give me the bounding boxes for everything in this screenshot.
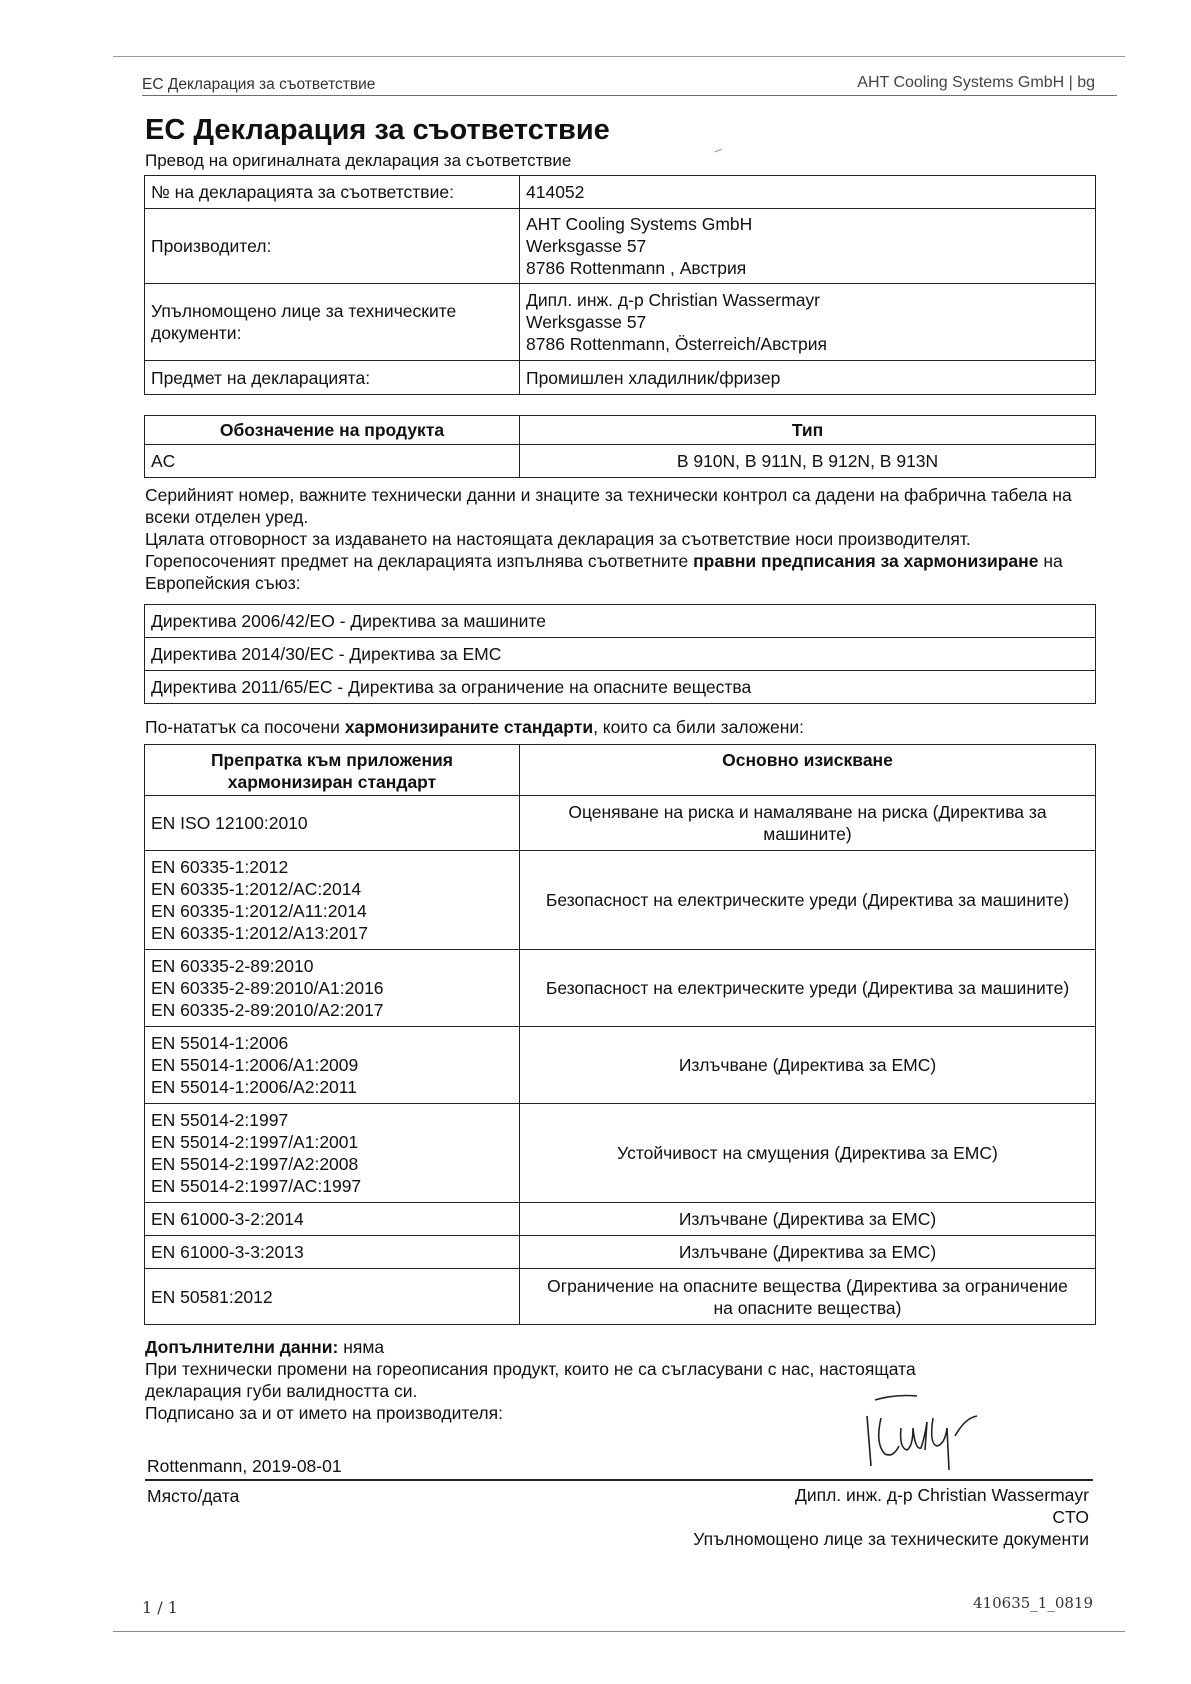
signed-on-behalf: Подписано за и от името на производителя: (145, 1403, 503, 1423)
requirement-cell: Устойчивост на смущения (Директива за EMC) (520, 1104, 1096, 1203)
place-date: Rottenmann, 2019-08-01 (147, 1456, 342, 1476)
document-id: 410635_1_0819 (973, 1594, 1093, 1612)
standard-line: EN 55014-2:1997/A2:2008 (151, 1154, 359, 1174)
requirement-cell: Оценяване на риска и намаляване на риска (Директива за машините) (520, 796, 1096, 851)
scan-mark (714, 149, 723, 156)
table-row (145, 176, 1096, 209)
directive: Директива 2011/65/EC - Директива за ограничение на опасните вещества (145, 671, 1096, 704)
header-left: ЕС Декларация за съответствие (142, 76, 376, 93)
table-row (145, 671, 1096, 704)
standard-line: EN 55014-2:1997 (151, 1110, 289, 1130)
validity-note: При технически промени на гореописания продукт, които не са съгласувани с нас, настоящата декларация губи валидността си. (145, 1359, 916, 1401)
table-row (145, 445, 1096, 478)
standard-line: EN 61000-3-3:2013 (151, 1242, 304, 1262)
info-value (520, 209, 1096, 284)
signer-role: CTO (1052, 1507, 1089, 1527)
standard-cell (145, 1236, 520, 1269)
standards-text-end: , които са били заложени: (593, 717, 805, 737)
info-value-line: 8786 Rottenmann , Австрия (526, 258, 747, 278)
handwritten-signature (855, 1388, 1005, 1478)
standard-line: EN 61000-3-2:2014 (151, 1209, 304, 1229)
info-label: Производител: (145, 209, 520, 284)
requirement-cell: Безопасност на електрическите уреди (Директива за машините) (520, 950, 1096, 1027)
standard-line: EN 55014-2:1997/AC:1997 (151, 1176, 362, 1196)
product-table (144, 415, 1096, 478)
product-types: B 910N, B 911N, B 912N, B 913N (520, 445, 1096, 478)
table-row (145, 284, 1096, 361)
declaration-info-table (144, 175, 1096, 395)
signer-capacity: Упълномощено лице за техническите документи (693, 1529, 1089, 1549)
info-value-line: Промишлен хладилник/фризер (526, 367, 781, 388)
table-row (145, 605, 1096, 638)
directive: Директива 2014/30/EC - Директива за EMC (145, 638, 1096, 671)
responsibility-paragraph: Цялата отговорност за издаването на настоящата декларация за съответствие носи производителят. (145, 529, 971, 549)
signer-name: Дипл. инж. д-р Christian Wassermayr (794, 1485, 1089, 1505)
standard-line: EN ISO 12100:2010 (151, 813, 308, 833)
top-rule (113, 56, 1125, 57)
standard-line: EN 55014-2:1997/A1:2001 (151, 1132, 359, 1152)
standard-cell (145, 1269, 520, 1325)
standard-line: EN 55014-1:2006/A1:2009 (151, 1055, 359, 1075)
info-value (520, 361, 1096, 395)
table-row (145, 1269, 1096, 1325)
info-value-line: 8786 Rottenmann, Österreich/Австрия (526, 334, 827, 354)
standard-line: EN 60335-2-89:2010/A1:2016 (151, 978, 384, 998)
table-row (145, 1203, 1096, 1236)
product-header: Обозначение на продукта (145, 416, 520, 445)
footer-rule (113, 1631, 1125, 1632)
standards-intro (145, 716, 1105, 738)
table-row (145, 796, 1096, 851)
table-row (145, 851, 1096, 950)
table-row (145, 950, 1096, 1027)
info-value-line: AHT Cooling Systems GmbH (526, 214, 753, 234)
standards-bold: хармонизираните стандарти (344, 717, 594, 737)
table-row (145, 1236, 1096, 1269)
type-header: Тип (520, 416, 1096, 445)
info-value-line: Дипл. инж. д-р Christian Wassermayr (526, 290, 821, 310)
requirement-header: Основно изискване (520, 745, 1096, 796)
info-label: № на декларацията за съответствие: (145, 176, 520, 209)
table-row (145, 361, 1096, 395)
header-underline (142, 95, 1117, 96)
info-value-line: Werksgasse 57 (526, 312, 647, 332)
place-date-label: Място/дата (147, 1486, 240, 1506)
additional-data (145, 1336, 1105, 1358)
info-value (520, 284, 1096, 361)
standard-cell (145, 1104, 520, 1203)
table-header-row (145, 745, 1096, 796)
table-row (145, 638, 1096, 671)
page-title: ЕС Декларация за съответствие (145, 114, 610, 146)
additional-value: няма (343, 1337, 385, 1357)
info-label: Предмет на декларацията: (145, 361, 520, 395)
page-subtitle: Превод на оригиналната декларация за съответствие (145, 151, 572, 170)
standard-cell (145, 950, 520, 1027)
serial-paragraph: Серийният номер, важните технически данни и знаците за технически контрол са дадени на фабрична табела на всеки отделен уред. (145, 485, 1072, 527)
conformity-text-end: на Европейския съюз: (145, 551, 1063, 593)
additional-label: Допълнителни данни: (145, 1337, 339, 1357)
standard-header: Препратка към приложения хармонизиран стандарт (145, 745, 520, 796)
standard-cell (145, 1203, 520, 1236)
standard-line: EN 60335-1:2012/A11:2014 (151, 901, 367, 921)
info-label: Упълномощено лице за техническите документи: (145, 284, 520, 361)
standard-line: EN 50581:2012 (151, 1286, 273, 1307)
requirement-cell: Излъчване (Директива за EMC) (520, 1203, 1096, 1236)
requirement-cell: Ограничение на опасните вещества (Директива за ограничение на опасните вещества) (520, 1269, 1096, 1325)
standards-text: По-нататък са посочени (145, 717, 340, 737)
directive: Директива 2006/42/EO - Директива за машините (145, 605, 1096, 638)
requirement-cell: Безопасност на електрическите уреди (Директива за машините) (520, 851, 1096, 950)
table-row (145, 1104, 1096, 1203)
table-header-row (145, 416, 1096, 445)
requirement-cell: Излъчване (Директива за EMC) (520, 1236, 1096, 1269)
signature-line (145, 1479, 1093, 1481)
requirement-cell: Излъчване (Директива за EMC) (520, 1027, 1096, 1104)
conformity-text: Горепосоченият предмет на декларацията изпълнява съответните (145, 551, 689, 571)
standard-line: EN 60335-2-89:2010 (151, 956, 314, 976)
product-designation: AC (145, 445, 520, 478)
signer-block (693, 1484, 1089, 1550)
table-row (145, 1027, 1096, 1104)
conformity-paragraph (145, 550, 1105, 594)
standard-cell (145, 796, 520, 851)
page-number: 1 / 1 (142, 1598, 178, 1617)
standard-line: EN 55014-1:2006/A2:2011 (151, 1077, 357, 1097)
header-right: AHT Cooling Systems GmbH | bg (857, 74, 1095, 91)
standards-table (144, 744, 1096, 1325)
standard-line: EN 60335-2-89:2010/A2:2017 (151, 1000, 384, 1020)
standard-line: EN 60335-1:2012 (151, 857, 289, 877)
standard-line: EN 60335-1:2012/A13:2017 (151, 923, 368, 943)
directives-table (144, 604, 1096, 704)
table-row (145, 209, 1096, 284)
standard-cell (145, 1027, 520, 1104)
info-value-line: Werksgasse 57 (526, 236, 647, 256)
standard-line: EN 55014-1:2006 (151, 1033, 289, 1053)
conformity-bold: правни предписания за хармонизиране (693, 551, 1039, 571)
standard-line: EN 60335-1:2012/AC:2014 (151, 879, 362, 899)
standard-cell (145, 851, 520, 950)
info-value (520, 176, 1096, 209)
info-value-line: 414052 (526, 182, 585, 202)
